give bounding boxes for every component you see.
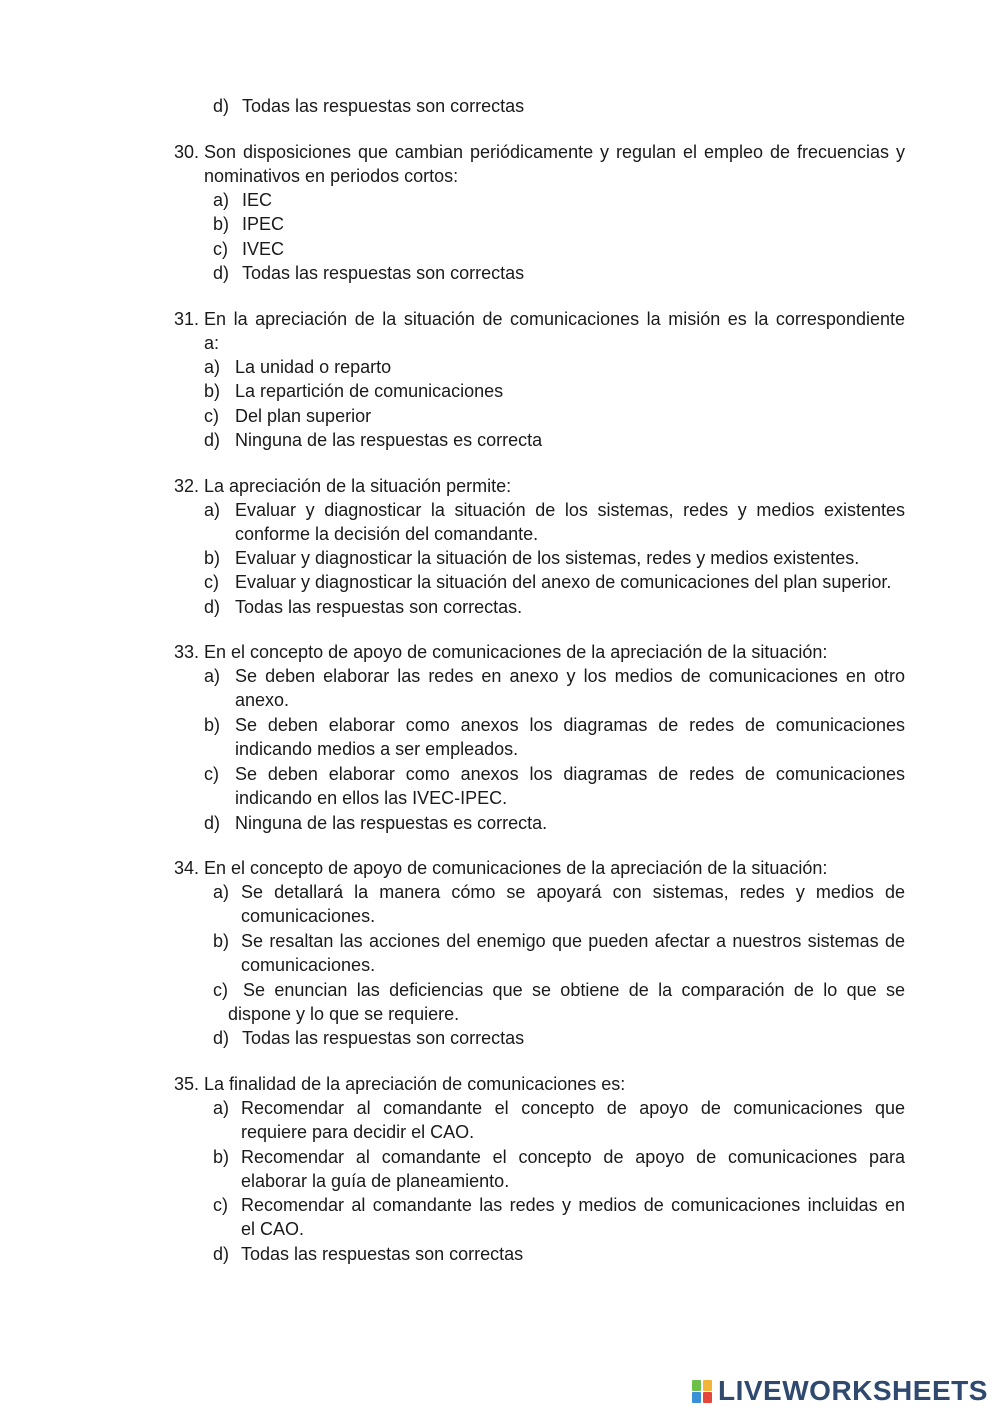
option-text: Todas las respuestas son correctas — [241, 1244, 524, 1264]
option-text: IVEC — [242, 239, 285, 259]
question-number: 32. — [174, 476, 200, 496]
option-label: a) — [204, 357, 221, 377]
option-label: b) — [204, 381, 221, 401]
option-label: d) — [213, 1244, 230, 1264]
option-text: comunicaciones. — [241, 906, 376, 926]
option-label: c) — [213, 1195, 228, 1215]
option-label: a) — [213, 190, 230, 210]
option-text: Recomendar al comandante el concepto de apoyo de comunicaciones que — [241, 1098, 905, 1118]
option-label: a) — [204, 500, 221, 520]
option-text: comunicaciones. — [241, 955, 376, 975]
option-text: Se enuncian las deficiencias que se obtiene de la comparación de lo que se — [243, 980, 905, 1000]
option-text: Evaluar y diagnosticar la situación de los sistemas, redes y medios existentes — [235, 500, 905, 520]
option-text: Se deben elaborar como anexos los diagramas de redes de comunicaciones — [235, 764, 905, 784]
option-text: requiere para decidir el CAO. — [241, 1122, 475, 1142]
option-text: La repartición de comunicaciones — [235, 381, 504, 401]
option-label: d) — [213, 263, 230, 283]
question-text: a: — [204, 333, 220, 353]
question-text: En la apreciación de la situación de comunicaciones la misión es la correspondiente — [204, 309, 905, 329]
option-label: b) — [204, 548, 221, 568]
option-text: conforme la decisión del comandante. — [235, 524, 539, 544]
option-text: IPEC — [242, 214, 285, 234]
option-text: Ninguna de las respuestas es correcta — [235, 430, 543, 450]
question-text: nominativos en periodos cortos: — [204, 166, 459, 186]
option-text: elaborar la guía de planeamiento. — [241, 1171, 510, 1191]
option-text: Se deben elaborar las redes en anexo y los medios de comunicaciones en otro — [235, 666, 905, 686]
option-text: Se detallará la manera cómo se apoyará con sistemas, redes y medios de — [241, 882, 905, 902]
option-text: Se deben elaborar como anexos los diagramas de redes de comunicaciones — [235, 715, 905, 735]
question-number: 35. — [174, 1074, 200, 1094]
question-number: 30. — [174, 142, 200, 162]
option-label: d) — [204, 430, 221, 450]
logo-blocks-icon — [692, 1378, 714, 1404]
option-text: Evaluar y diagnosticar la situación de los sistemas, redes y medios existentes. — [235, 548, 860, 568]
option-label: c) — [204, 572, 219, 592]
option-label: c) — [204, 764, 219, 784]
option-text: Todas las respuestas son correctas — [242, 96, 525, 116]
option-label: d) — [204, 813, 221, 833]
option-label: c) — [213, 239, 228, 259]
option-label: d) — [213, 96, 230, 116]
option-text: anexo. — [235, 690, 290, 710]
option-text: Del plan superior — [235, 406, 372, 426]
question-number: 34. — [174, 858, 200, 878]
option-text: Se resaltan las acciones del enemigo que pueden afectar a nuestros sistemas de — [241, 931, 905, 951]
option-label: b) — [213, 931, 230, 951]
option-text: La unidad o reparto — [235, 357, 392, 377]
option-label: b) — [213, 214, 230, 234]
question-number: 31. — [174, 309, 200, 329]
option-text: IEC — [242, 190, 273, 210]
option-text: Ninguna de las respuestas es correcta. — [235, 813, 548, 833]
option-text: dispone y lo que se requiere. — [228, 1004, 460, 1024]
question-text: En el concepto de apoyo de comunicaciones de la apreciación de la situación: — [204, 858, 828, 878]
liveworksheets-logo — [692, 1374, 988, 1408]
option-text: Evaluar y diagnosticar la situación del anexo de comunicaciones del plan superior. — [235, 572, 892, 592]
option-text: Todas las respuestas son correctas. — [235, 597, 523, 617]
option-label: b) — [213, 1147, 230, 1167]
question-text: La apreciación de la situación permite: — [204, 476, 512, 496]
option-text: Recomendar al comandante las redes y medios de comunicaciones incluidas en — [241, 1195, 905, 1215]
option-label: c) — [213, 980, 228, 1000]
option-label: a) — [213, 1098, 230, 1118]
option-text: Todas las respuestas son correctas — [242, 263, 525, 283]
option-label: a) — [213, 882, 230, 902]
option-text: indicando en ellos las IVEC-IPEC. — [235, 788, 508, 808]
question-number: 33. — [174, 642, 200, 662]
option-label: b) — [204, 715, 221, 735]
option-text: indicando medios a ser empleados. — [235, 739, 519, 759]
option-text: el CAO. — [241, 1219, 305, 1239]
question-text: La finalidad de la apreciación de comunicaciones es: — [204, 1074, 626, 1094]
option-label: d) — [213, 1028, 230, 1048]
option-label: d) — [204, 597, 221, 617]
option-text: Recomendar al comandante el concepto de apoyo de comunicaciones para — [241, 1147, 905, 1167]
question-text: Son disposiciones que cambian periódicamente y regulan el empleo de frecuencias y — [204, 142, 905, 162]
option-label: c) — [204, 406, 219, 426]
option-text: Todas las respuestas son correctas — [242, 1028, 525, 1048]
option-label: a) — [204, 666, 221, 686]
brand-name: LIVEWORKSHEETS — [718, 1375, 988, 1406]
question-text: En el concepto de apoyo de comunicaciones de la apreciación de la situación: — [204, 642, 828, 662]
